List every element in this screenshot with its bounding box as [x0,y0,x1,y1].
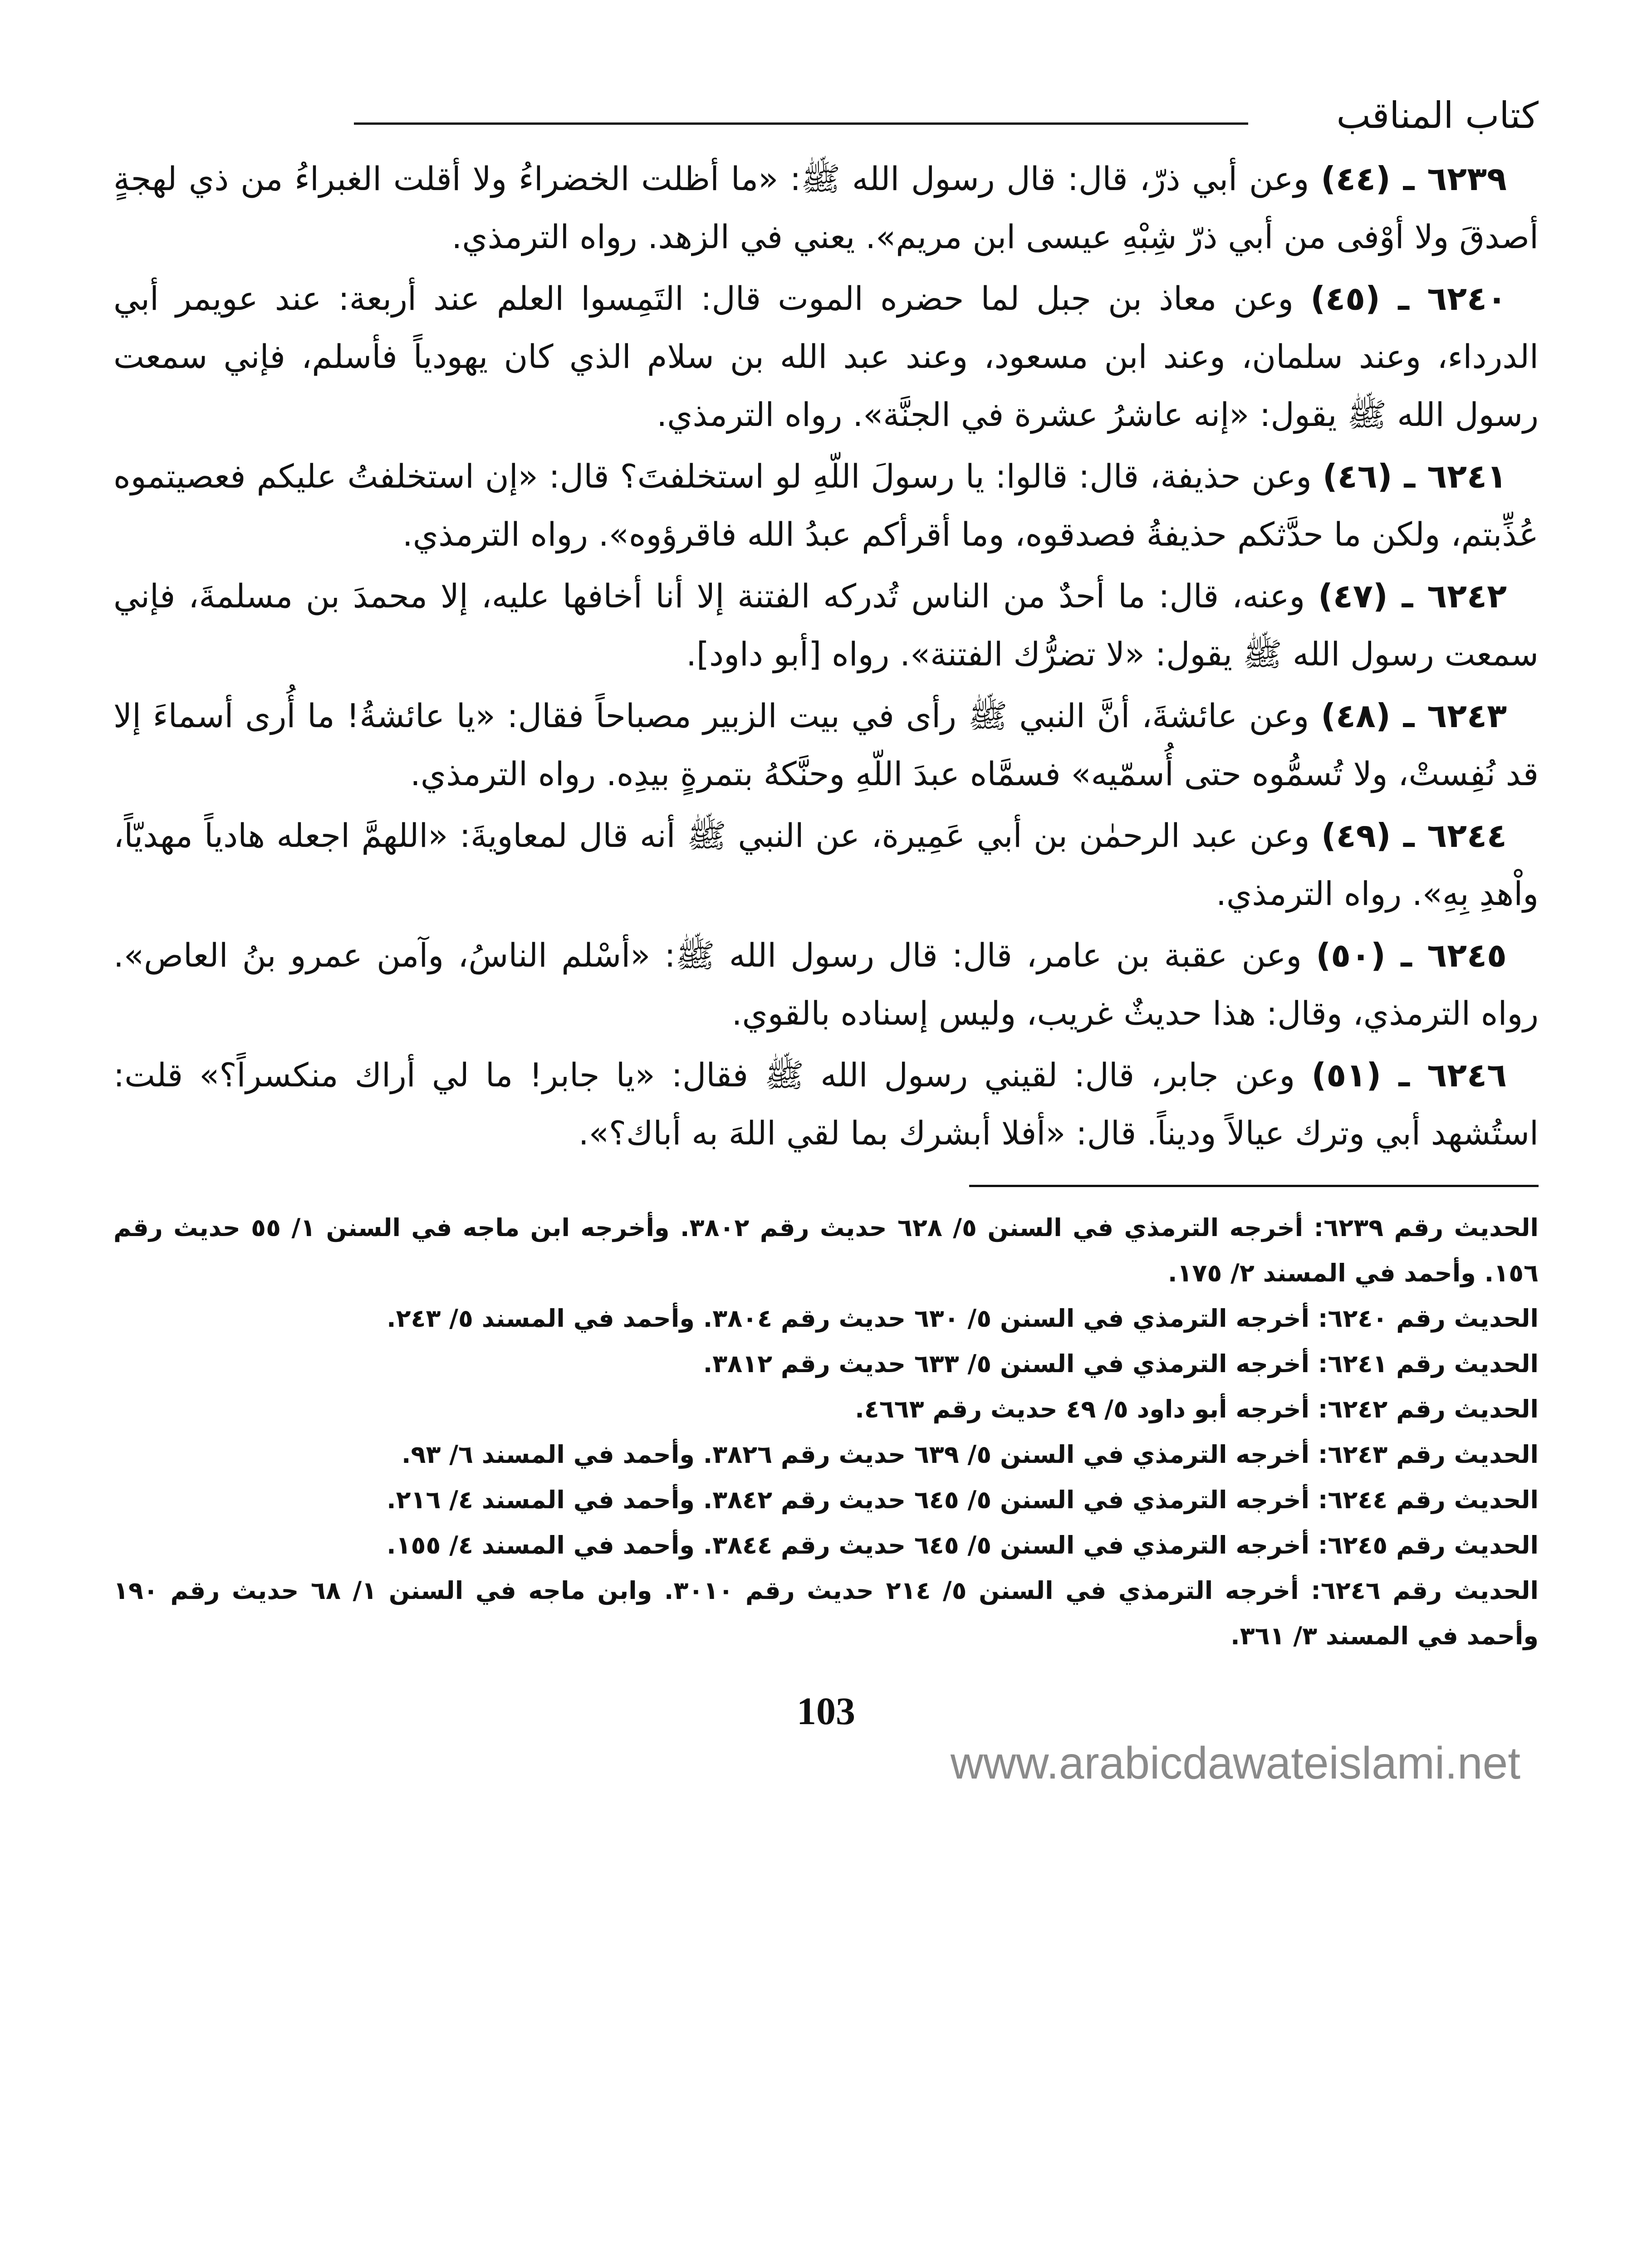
footnote-text: أخرجه الترمذي في السنن ٥/ ٦٣٠ حديث رقم ٣٨٠٤. وأحمد في المسند ٥/ ٢٤٣. [387,1304,1310,1333]
footnote-label: الحديث رقم ٦٢٤٢: [1309,1395,1539,1423]
hadith-text: وعن حذيفة، قال: قالوا: يا رسولَ اللّهِ لو استخلفتَ؟ قال: «إن استخلفتُ عليكم فعصيتموه عُذِّبتم، ولكن ما حدَّثكم حذيفةُ فصدقوه، وما أقرأكم عبدُ الله فاقرؤوه». رواه الترمذي. [113,457,1539,553]
footnote-separator [969,1185,1539,1187]
footnote-label: الحديث رقم ٦٢٤٦: [1299,1576,1539,1605]
hadith-paragraph [113,447,1539,563]
footnote-label: الحديث رقم ٦٢٤٠: [1309,1304,1539,1333]
hadith-paragraph [113,567,1539,683]
hadith-paragraph [113,807,1539,923]
footnote [113,1523,1539,1568]
running-header [113,86,1539,145]
footnote-text: أخرجه الترمذي في السنن ٥/ ٢١٤ حديث رقم ٣٠١٠. وابن ماجه في السنن ١/ ٦٨ حديث رقم ١٩٠ وأحمد في المسند ٣/ ٣٦١. [113,1576,1539,1650]
hadith-text: وعن عائشةَ، أنَّ النبي ﷺ رأى في بيت الزبير مصباحاً فقال: «يا عائشةُ! ما أُرى أسماءَ إلا قد نُفِستْ، ولا تُسمُّوه حتى أُسمّيه» فسمَّاه عبدَ اللّهِ وحنَّكهُ بتمرةٍ بيدِه. رواه الترمذي. [113,697,1539,793]
hadith-paragraph [113,1046,1539,1162]
footnote [113,1205,1539,1296]
footnote-label: الحديث رقم ٦٢٤٥: [1309,1531,1539,1559]
hadith-number: ٦٢٣٩ ـ (٤٤) [1321,160,1507,198]
hadith-number: ٦٢٤٣ ـ (٤٨) [1321,697,1507,735]
footnote-text: أخرجه الترمذي في السنن ٥/ ٦٣٣ حديث رقم ٣٨١٢. [703,1349,1310,1378]
hadith-text: وعن معاذ بن جبل لما حضره الموت قال: التَمِسوا العلم عند أربعة: عند عويمر أبي الدرداء، وعند سلمان، وعند ابن مسعود، وعند عبد الله بن سلام الذي كان يهودياً فأسلم، فإني سمعت رسول الله ﷺ يقول: «إنه عاشرُ عشرة في الجنَّة». رواه الترمذي. [113,279,1539,434]
hadith-paragraph [113,269,1539,444]
footnote-label: الحديث رقم ٦٢٣٩: [1303,1213,1539,1242]
hadith-number: ٦٢٤٠ ـ (٤٥) [1310,279,1507,318]
hadith-text: وعن جابر، قال: لقيني رسول الله ﷺ فقال: «يا جابر! ما لي أراك منكسراً؟» قلت: استُشهد أبي وترك عيالاً وديناً. قال: «أفلا أبشرك بما لقي اللهَ به أباك؟». [113,1056,1539,1152]
main-text [113,150,1539,1162]
footnote-text: أخرجه الترمذي في السنن ٥/ ٦٢٨ حديث رقم ٣٨٠٢. وأخرجه ابن ماجه في السنن ١/ ٥٥ حديث رقم ١٥٦. وأحمد في المسند ٢/ ١٧٥. [113,1213,1539,1287]
hadith-paragraph [113,687,1539,803]
watermark-url: www.arabicdawateislami.net [950,1738,1520,1789]
hadith-number: ٦٢٤٤ ـ (٤٩) [1321,816,1507,855]
footnote-label: الحديث رقم ٦٢٤٤: [1309,1486,1539,1514]
footnote [113,1477,1539,1523]
hadith-text: وعن أبي ذرّ، قال: قال رسول الله ﷺ: «ما أظلت الخضراءُ ولا أقلت الغبراءُ من ذي لهجةٍ أصدقَ ولا أوْفى من أبي ذرّ شِبْهِ عيسى ابن مريم». يعني في الزهد. رواه الترمذي. [113,160,1539,256]
footnote [113,1296,1539,1341]
hadith-number: ٦٢٤١ ـ (٤٦) [1322,457,1507,495]
hadith-number: ٦٢٤٦ ـ (٥١) [1311,1056,1507,1094]
footnote-text: أخرجه أبو داود ٥/ ٤٩ حديث رقم ٤٦٦٣. [855,1395,1310,1423]
footnote-text: أخرجه الترمذي في السنن ٥/ ٦٤٥ حديث رقم ٣٨٤٤. وأحمد في المسند ٤/ ١٥٥. [387,1531,1310,1559]
hadith-text: وعن عبد الرحمٰن بن أبي عَمِيرة، عن النبي ﷺ أنه قال لمعاويةَ: «اللهمَّ اجعله هادياً مهديّاً، واْهدِ بِهِ». رواه الترمذي. [113,816,1539,913]
header-rule [354,122,1248,125]
footnote-text: أخرجه الترمذي في السنن ٥/ ٦٣٩ حديث رقم ٣٨٢٦. وأحمد في المسند ٦/ ٩٣. [402,1440,1310,1469]
footnote-label: الحديث رقم ٦٢٤١: [1309,1349,1539,1378]
footnote [113,1341,1539,1387]
page-number: 103 [797,1689,855,1733]
footnote-label: الحديث رقم ٦٢٤٣: [1309,1440,1539,1469]
footnotes [113,1205,1539,1659]
hadith-text: وعن عقبة بن عامر، قال: قال رسول الله ﷺ: «أسْلم الناسُ، وآمن عمرو بنُ العاص». رواه الترمذي، وقال: هذا حديثٌ غريب، وليس إسناده بالقوي. [113,936,1539,1032]
footnote [113,1432,1539,1477]
footnote [113,1568,1539,1659]
footnote-text: أخرجه الترمذي في السنن ٥/ ٦٤٥ حديث رقم ٣٨٤٢. وأحمد في المسند ٤/ ٢١٦. [387,1486,1310,1514]
chapter-title: كتاب المناقب [1336,94,1539,137]
hadith-paragraph [113,926,1539,1042]
hadith-paragraph [113,150,1539,266]
hadith-number: ٦٢٤٢ ـ (٤٧) [1318,577,1507,615]
hadith-number: ٦٢٤٥ ـ (٥٠) [1316,936,1507,974]
footnote [113,1387,1539,1432]
hadith-text: وعنه، قال: ما أحدٌ من الناس تُدركه الفتنة إلا أنا أخافها عليه، إلا محمدَ بن مسلمةَ، فإني سمعت رسول الله ﷺ يقول: «لا تضرُّك الفتنة». رواه [أبو داود]. [113,577,1539,673]
